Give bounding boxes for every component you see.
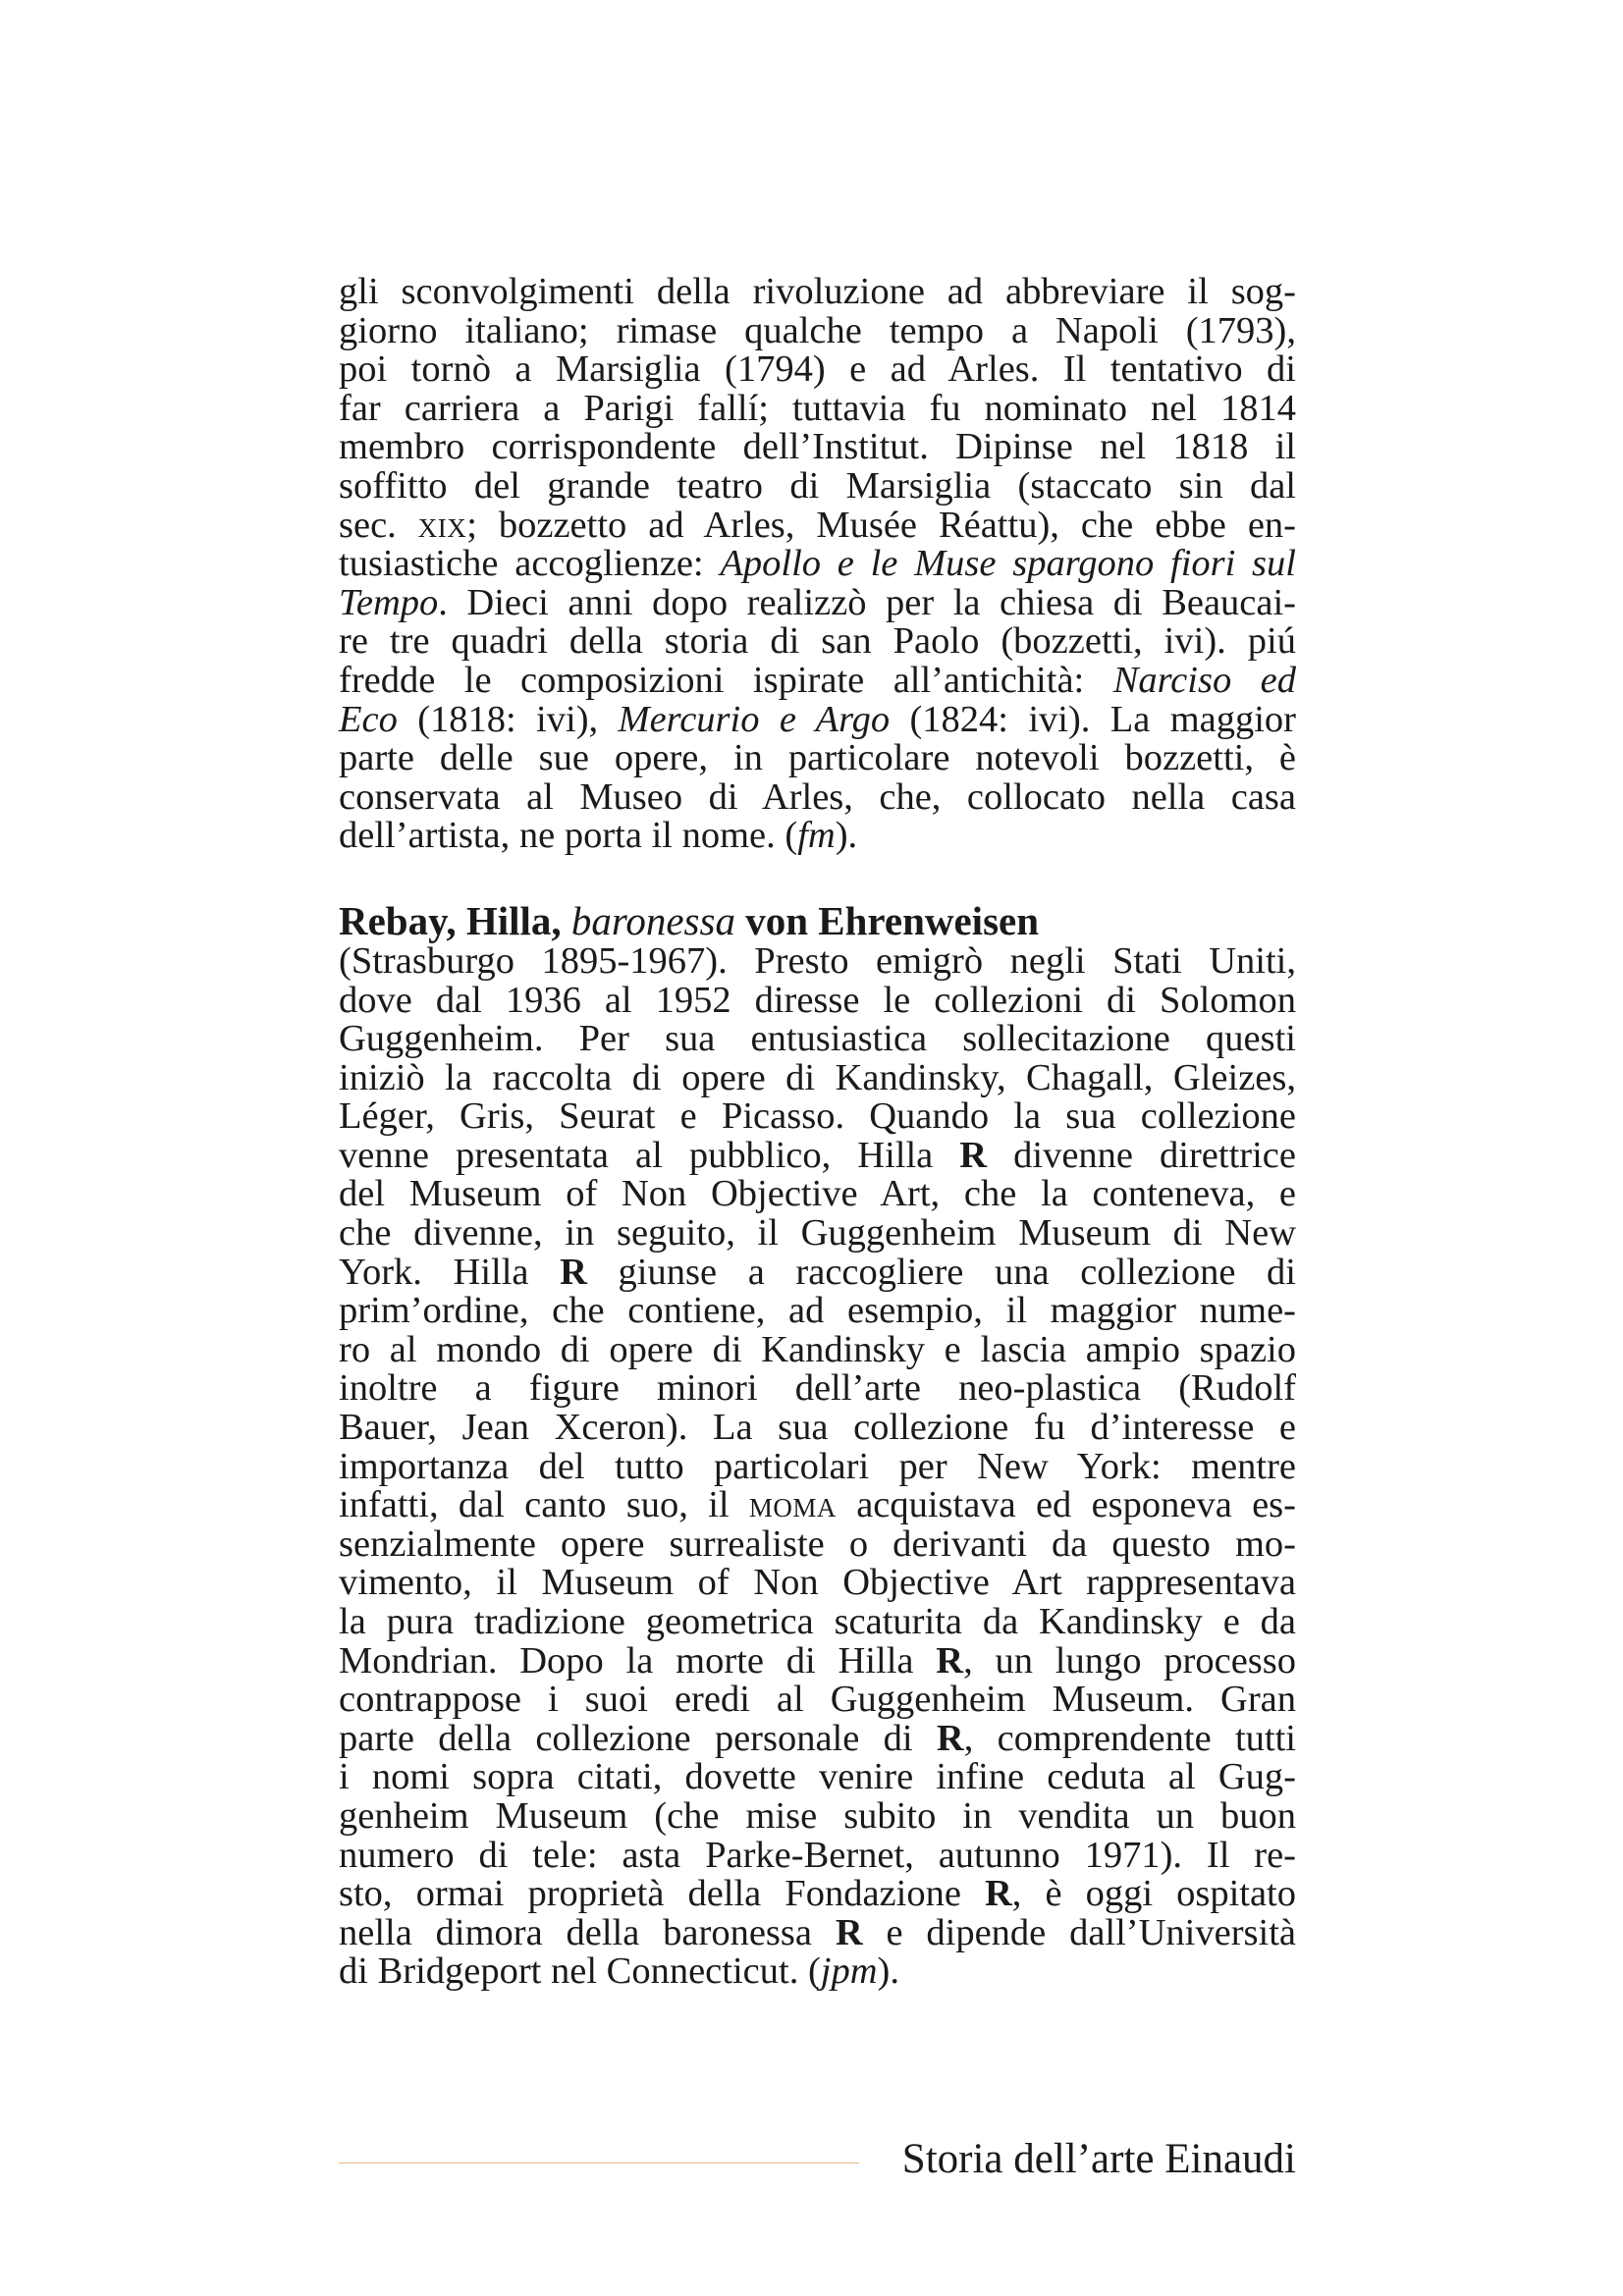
text-line: Tempo. Dieci anni dopo realizzò per la chiesa di Beaucai- <box>339 581 1296 623</box>
text-line: Léger, Gris, Seurat e Picasso. Quando la sua collezione <box>339 1095 1296 1138</box>
text-line: vimento, il Museum of Non Objective Art rappresentava <box>339 1562 1296 1604</box>
small-caps-text: moma <box>748 1484 837 1526</box>
author-initials: fm <box>797 815 836 857</box>
text-line: di Bridgeport nel Connecticut. (jpm). <box>339 1950 899 1993</box>
text-line: prim’ordine, che contiene, ad esempio, il maggior nume- <box>339 1290 1296 1332</box>
entry-name: Rebay, Hilla, <box>339 897 562 943</box>
text-line: parte della collezione personale di R, comprendente tutti <box>339 1717 1296 1759</box>
text-line: poi tornò a Marsiglia (1794) e ad Arles. Il tentativo di <box>339 348 1296 391</box>
text-line: infatti, dal canto suo, il moma acquistava ed esponeva es- <box>339 1484 1296 1526</box>
entry-abbrev: R <box>984 1873 1012 1915</box>
artwork-title: Apollo e le Muse spargono fiori sul <box>720 543 1296 585</box>
text-line: conservata al Museo di Arles, che, collocato nella casa <box>339 775 1296 818</box>
text-line: inoltre a figure minori dell’arte neo-plastica (Rudolf <box>339 1367 1296 1410</box>
entry-title: baronessa <box>570 897 735 943</box>
entry-continuation <box>339 273 1296 856</box>
entry-abbrev: R <box>936 1717 964 1759</box>
text-line: York. Hilla R giunse a raccogliere una collezione di <box>339 1251 1296 1293</box>
text-line: fredde le composizioni ispirate all’antichità: Narciso ed <box>339 659 1296 701</box>
entry-abbrev: R <box>835 1911 863 1953</box>
text-line: del Museum of Non Objective Art, che la conteneva, e <box>339 1173 1296 1215</box>
entry-abbrev: R <box>959 1134 988 1176</box>
text-line: giorno italiano; rimase qualche tempo a Napoli (1793), <box>339 309 1296 351</box>
text-line: dove dal 1936 al 1952 diresse le collezioni di Solomon <box>339 979 1296 1021</box>
text-line: senzialmente opere surrealiste o derivanti da questo mo- <box>339 1522 1296 1565</box>
page-body <box>339 273 1296 1992</box>
text-line: soffitto del grande teatro di Marsiglia (staccato sin dal <box>339 464 1296 507</box>
text-line: genheim Museum (che mise subito in vendita un buon <box>339 1794 1296 1837</box>
author-initials: jpm <box>820 1950 878 1993</box>
text-line: la pura tradizione geometrica scaturita da Kandinsky e da <box>339 1601 1296 1642</box>
text-line: (Strasburgo 1895-1967). Presto emigrò negli Stati Uniti, <box>339 939 1296 982</box>
text-line: membro corrispondente dell’Institut. Dipinse nel 1818 il <box>339 426 1296 468</box>
text-line: parte delle sue opere, in particolare notevoli bozzetti, è <box>339 737 1296 779</box>
entry-heading <box>339 899 1296 942</box>
text-line: far carriera a Parigi fallí; tuttavia fu nominato nel 1814 <box>339 387 1296 429</box>
text-line: iniziò la raccolta di opere di Kandinsky, Chagall, Gleizes, <box>339 1056 1296 1098</box>
text-line: Bauer, Jean Xceron). La sua collezione fu d’interesse e <box>339 1407 1296 1449</box>
small-caps-text: xix <box>417 504 467 546</box>
text-line: Mondrian. Dopo la morte di Hilla R, un lungo processo <box>339 1639 1296 1682</box>
footer-title: Storia dell’arte Einaudi <box>901 2136 1296 2182</box>
text-line: re tre quadri della storia di san Paolo (bozzetti, ivi). piú <box>339 620 1296 663</box>
text-line: tusiastiche accoglienze: Apollo e le Muse spargono fiori sul <box>339 543 1296 585</box>
entry-abbrev: R <box>560 1251 587 1293</box>
text-line: importanza del tutto particolari per New York: mentre <box>339 1445 1296 1487</box>
page-footer <box>339 2130 1296 2189</box>
text-line: numero di tele: asta Parke-Bernet, autunno 1971). Il re- <box>339 1834 1296 1876</box>
text-line: sto, ormai proprietà della Fondazione R, è oggi ospitato <box>339 1873 1296 1915</box>
text-line: i nomi sopra citati, dovette venire infine ceduta al Gug- <box>339 1756 1296 1798</box>
text-line: ro al mondo di opere di Kandinsky e lascia ampio spazio <box>339 1328 1296 1370</box>
artwork-title: Mercurio e Argo <box>618 698 891 740</box>
text-line: gli sconvolgimenti della rivoluzione ad abbreviare il sog- <box>339 271 1296 312</box>
text-line: che divenne, in seguito, il Guggenheim Museum di New <box>339 1212 1296 1255</box>
artwork-title: Narciso ed <box>1112 659 1296 701</box>
text-line: nella dimora della baronessa R e dipende dall’Università <box>339 1911 1296 1953</box>
artwork-title: Tempo <box>339 581 439 623</box>
text-line: sec. xix; bozzetto ad Arles, Musée Réattu), che ebbe en- <box>339 504 1296 546</box>
text-line: contrappose i suoi eredi al Guggenheim Museum. Gran <box>339 1679 1296 1721</box>
entry-abbrev: R <box>936 1639 964 1682</box>
artwork-title: Eco <box>339 698 398 740</box>
entry-body <box>339 939 1296 1993</box>
text-line: venne presentata al pubblico, Hilla R divenne direttrice <box>339 1134 1296 1176</box>
text-line: Guggenheim. Per sua entusiastica sollecitazione questi <box>339 1018 1296 1060</box>
text-line: dell’artista, ne porta il nome. (fm). <box>339 815 858 857</box>
text-line: Eco (1818: ivi), Mercurio e Argo (1824: ivi). La maggior <box>339 698 1296 740</box>
entry-name-rest: von Ehrenweisen <box>745 897 1040 943</box>
